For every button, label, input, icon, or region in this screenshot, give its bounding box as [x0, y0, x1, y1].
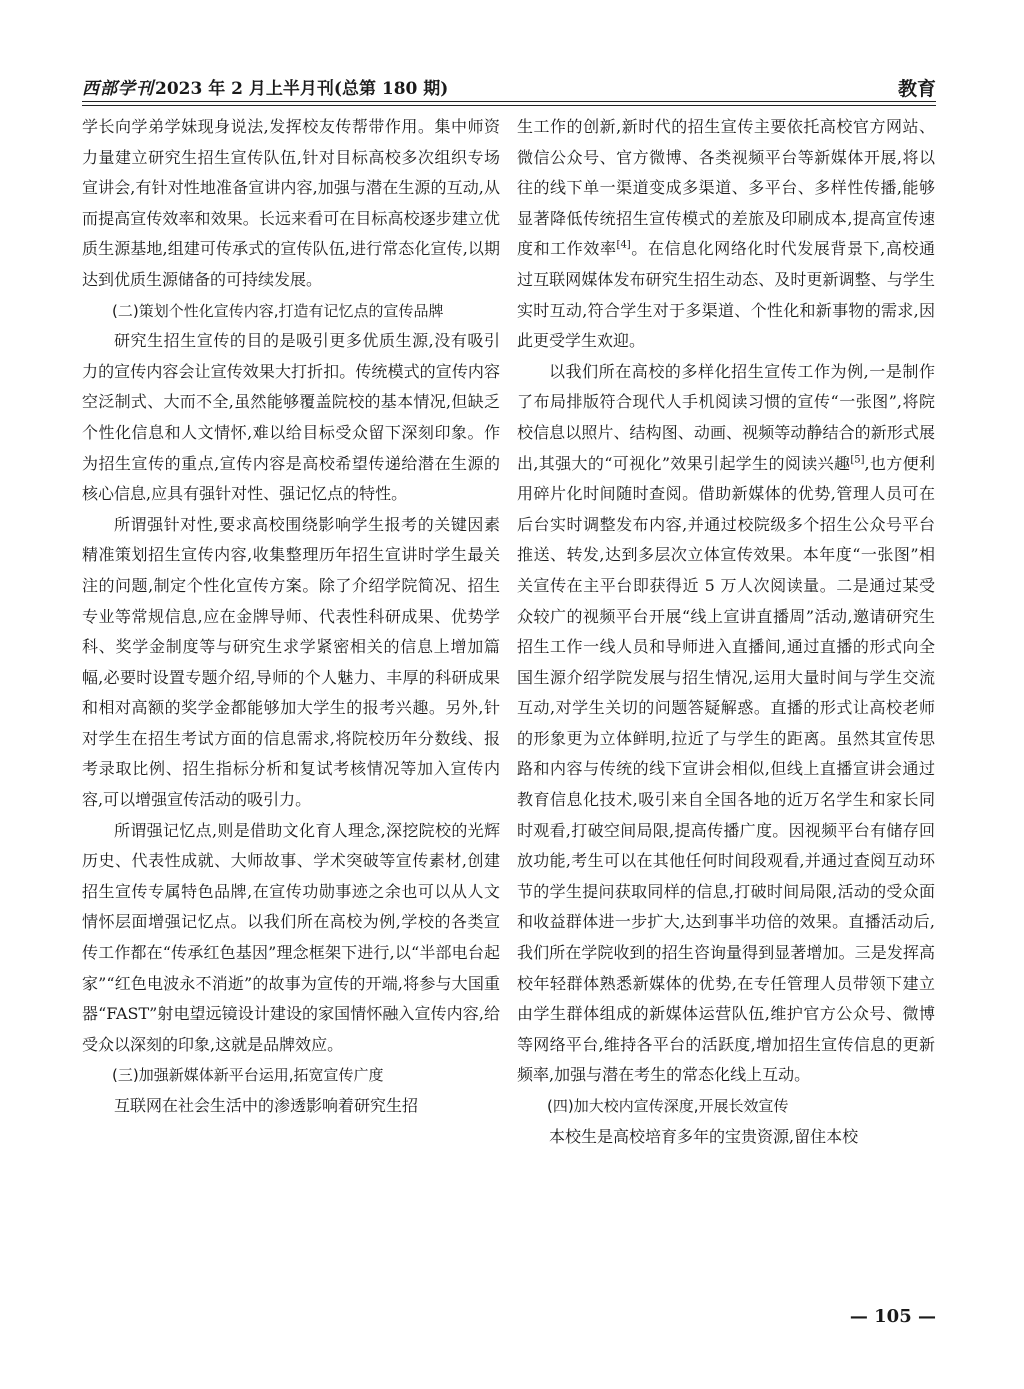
section-heading-4: (四)加大校内宣传深度,开展长效宣传 [547, 1097, 789, 1115]
section-heading-3: (三)加强新媒体新平台运用,拓宽宣传广度 [112, 1066, 384, 1085]
citation-5: [5] [850, 454, 865, 466]
section-heading-2: (二)策划个性化宣传内容,打造有记忆点的宣传品牌 [112, 301, 444, 320]
paragraph-text: ,也方便利用碎片化时间随时查阅。借助新媒体的优势,管理人员可在后台实时调整发布内容,并通过校院级多个招生公众号平台推送、转发,达到多层次立体宣传效果。本年度“一张图”相关宣传在主平台即获得近 5 万人次阅读量。二是通过某受众较广的视频平台开展“线上宣讲直播周”活动,邀请研究生招生工作一线人员和导师进入直播间,通过直播的形式向全国生源介绍学院发展与招生情况,运用大量时间与学生交流互动,对学生关切的问题答疑解惑。直播的形式让高校老师的形象更为立体鲜明,拉近了与学生的距离。虽然其宣传思路和内容与传统的线下宣讲会相似,但线上直播宣讲会通过教育信息化技术,吸引来自全国各地的近万名学生和家长同时观看,打破空间局限,提高传播广度。因视频平台有储存回放功能,考生可以在其他任何时间段观看,并通过查阅互动环节的学生提问获取同样的信息,打破时间局限,活动的受众面和收益群体进一步扩大,达到事半功倍的效果。直播活动后,我们所在学院收到的招生咨询量得到显著增加。三是发挥高校年轻群体熟悉新媒体的优势,在专任管理人员带领下建立由学生群体组成的新媒体运营队伍,维护官方公众号、微博等网络平台,维持各平台的活跃度,增加招生宣传信息的更新频率,加强与潜在考生的常态化线上互动。 [517, 453, 935, 1085]
paragraph [517, 112, 935, 357]
paragraph-text: 。在信息化网络化时代发展背景下,高校通过互联网媒体发布研究生招生动态、及时更新调整、与学生实时互动,符合学生对于多渠道、个性化和新事物的需求,因此更受学生欢迎。 [517, 239, 935, 351]
journal-masthead [82, 74, 448, 99]
paragraph: 研究生招生宣传的目的是吸引更多优质生源,没有吸引力的宣传内容会让宣传效果大打折扣。传统模式的宣传内容空泛制式、大而不全,虽然能够覆盖院校的基本情况,但缺乏个性化信息和人文情怀,难以给目标受众留下深刻印象。作为招生宣传的重点,宣传内容是高校希望传递给潜在生源的核心信息,应具有强针对性、强记忆点的特性。 [82, 331, 500, 504]
page-number: — 105 — [849, 1306, 936, 1327]
paragraph: 本校生是高校培育多年的宝贵资源,留住本校 [549, 1126, 859, 1146]
paragraph: 学长向学弟学妹现身说法,发挥校友传帮带作用。集中师资力量建立研究生招生宣传队伍,针对目标高校多次组织专场宣讲会,有针对性地准备宣讲内容,加强与潜在生源的互动,从而提高宣传效率和效果。长远来看可在目标高校逐步建立优质生源基地,组建可传承式的宣传队伍,进行常态化宣传,以期达到优质生源储备的可持续发展。 [82, 117, 500, 289]
section-label: 教育 [897, 78, 936, 100]
paragraph: 所谓强记忆点,则是借助文化育人理念,深挖院校的光辉历史、代表性成就、大师故事、学术突破等宣传素材,创建招生宣传专属特色品牌,在宣传功勋事迹之余也可以从人文情怀层面增强记忆点。以我们所在高校为例,学校的各类宣传工作都在“传承红色基因”理念框架下进行,以“半部电台起家”“红色电波永不消逝”的故事为宣传的开端,将参与大国重器“FAST”射电望远镜设计建设的家国情怀融入宣传内容,给受众以深刻的印象,这就是品牌效应。 [82, 820, 500, 1054]
journal-logo: 西部学刊 [82, 79, 154, 99]
paragraph-text: 以我们所在高校的多样化招生宣传工作为例,一是制作了布局排版符合现代人手机阅读习惯的宣传“一张图”,将院校信息以照片、结构图、动画、视频等动静结合的新形式展出,其强大的“可视化”效果引起学生的阅读兴趣 [517, 361, 935, 473]
right-column [517, 112, 935, 1282]
paragraph [517, 357, 935, 1091]
issue-info: 2023 年 2 月上半月刊(总第 180 期) [155, 79, 449, 99]
citation-4: [4] [616, 240, 631, 252]
header-rule-thin [82, 105, 936, 106]
running-header [82, 74, 936, 102]
header-rule-thick [82, 101, 936, 102]
paragraph: 互联网在社会生活中的渗透影响着研究生招 [114, 1096, 419, 1115]
left-column [82, 112, 500, 1282]
paragraph-text: 生工作的创新,新时代的招生宣传主要依托高校官方网站、微信公众号、官方微博、各类视频平台等新媒体开展,将以往的线下单一渠道变成多渠道、多平台、多样性传播,能够显著降低传统招生宣传模式的差旅及印刷成本,提高宣传速度和工作效率 [517, 117, 935, 259]
paragraph: 所谓强针对性,要求高校围绕影响学生报考的关键因素精准策划招生宣传内容,收集整理历年招生宣讲时学生最关注的问题,制定个性化宣传方案。除了介绍学院简况、招生专业等常规信息,应在金牌导师、代表性科研成果、优势学科、奖学金制度等与研究生求学紧密相关的信息上增加篇幅,必要时设置专题介绍,导师的个人魅力、丰厚的科研成果和相对高额的奖学金都能够加大学生的报考兴趣。另外,针对学生在招生考试方面的信息需求,将院校历年分数线、报考录取比例、招生指标分析和复试考核情况等加入宣传内容,可以增强宣传活动的吸引力。 [82, 514, 500, 810]
